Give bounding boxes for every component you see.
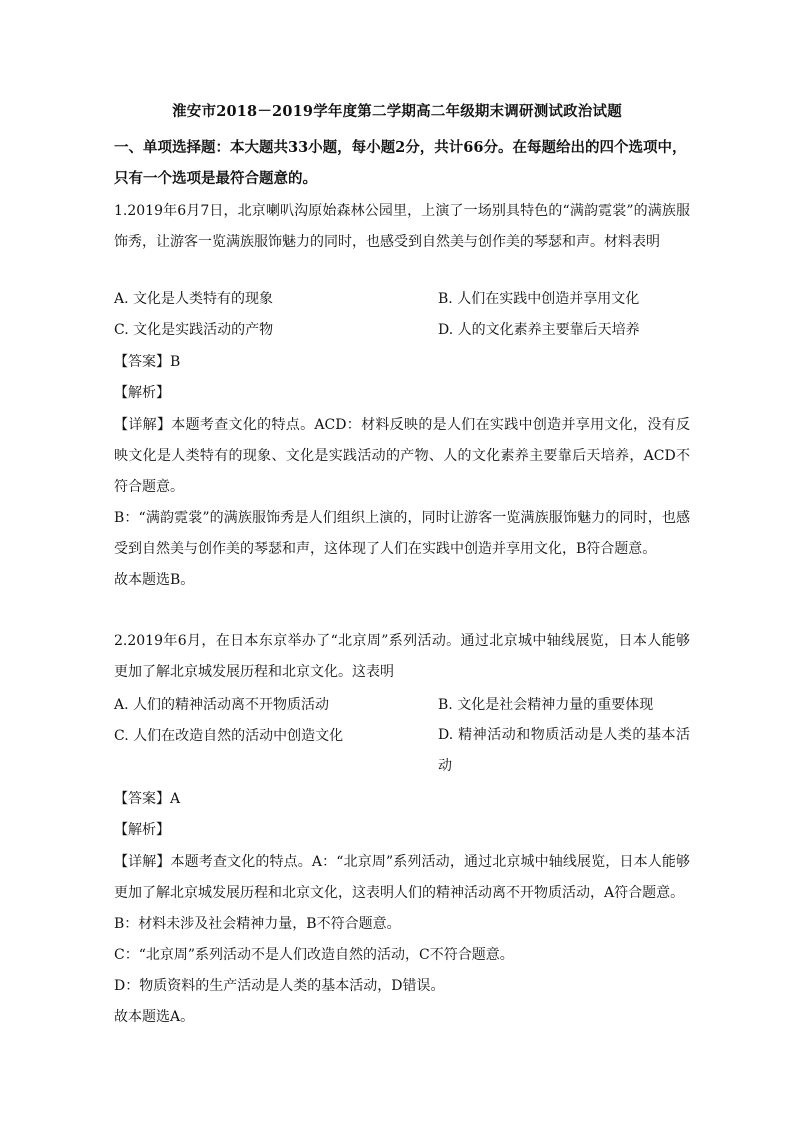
question-1-answer: 【答案】B: [114, 354, 181, 370]
question-2-b-explanation: B：材料未涉及社会精神力量，B不符合题意。: [114, 916, 401, 932]
question-1-option-a: A. 文化是人类特有的现象: [114, 291, 274, 307]
question-1-b-explanation: B：“满韵霓裳”的满族服饰秀是人们组织上演的，同时让游客一览满族服饰魅力的同时，也感受到自然美与创作美的琴瑟和声，这体现了人们在实践中创造并享用文化，B符合题意。: [114, 510, 690, 557]
question-1-option-c: C. 文化是实践活动的产物: [114, 322, 274, 338]
question-2-c-explanation: C：“北京周”系列活动不是人们改造自然的活动，C不符合题意。: [114, 947, 514, 963]
question-2-detail: 【详解】本题考查文化的特点。A：“北京周”系列活动，通过北京城中轴线展览，日本人能够更加了解北京城发展历程和北京文化，这表明人们的精神活动离不开物质活动，A符合题意。: [114, 854, 690, 901]
question-2-option-b: B. 文化是社会精神力量的重要体现: [438, 697, 654, 713]
document-title: 淮安市2018－2019学年度第二学期高二年级期末调研测试政治试题: [172, 103, 622, 120]
question-2-analysis-heading: 【解析】: [114, 822, 170, 838]
question-2-option-d: D. 精神活动和物质活动是人类的基本活动: [438, 727, 690, 774]
question-1-conclusion: 故本题选B。: [114, 572, 195, 588]
question-2-stem: 2.2019年6月，在日本东京举办了“北京周”系列活动。通过北京城中轴线展览，日本人能够更加了解北京城发展历程和北京文化。这表明: [114, 633, 690, 680]
question-1-detail: 【详解】本题考查文化的特点。ACD：材料反映的是人们在实践中创造并享用文化，没有反映文化是人类特有的现象、文化是实践活动的产物、人的文化素养主要靠后天培养，ACD不符合题意。: [114, 417, 690, 495]
question-2-d-explanation: D：物质资料的生产活动是人类的基本活动，D错误。: [114, 978, 445, 994]
question-1-option-b: B. 人们在实践中创造并享用文化: [438, 291, 640, 307]
question-1-stem: 1.2019年6月7日，北京喇叭沟原始森林公园里，上演了一场别具特色的“满韵霓裳”的满族服饰秀，让游客一览满族服饰魅力的同时，也感受到自然美与创作美的琴瑟和声。材料表明: [114, 203, 690, 250]
question-2-option-c: C. 人们在改造自然的活动中创造文化: [114, 728, 344, 744]
section-heading: 一、单项选择题：本大题共33小题，每小题2分，共计66分。在每题给出的四个选项中，只有一个选项是最符合题意的。: [114, 139, 687, 187]
question-1-option-d: D. 人的文化素养主要靠后天培养: [438, 322, 640, 338]
question-2-conclusion: 故本题选A。: [114, 1009, 195, 1025]
question-1-analysis-heading: 【解析】: [114, 385, 170, 401]
question-2-answer: 【答案】A: [114, 791, 181, 807]
question-2-option-a: A. 人们的精神活动离不开物质活动: [114, 697, 330, 713]
